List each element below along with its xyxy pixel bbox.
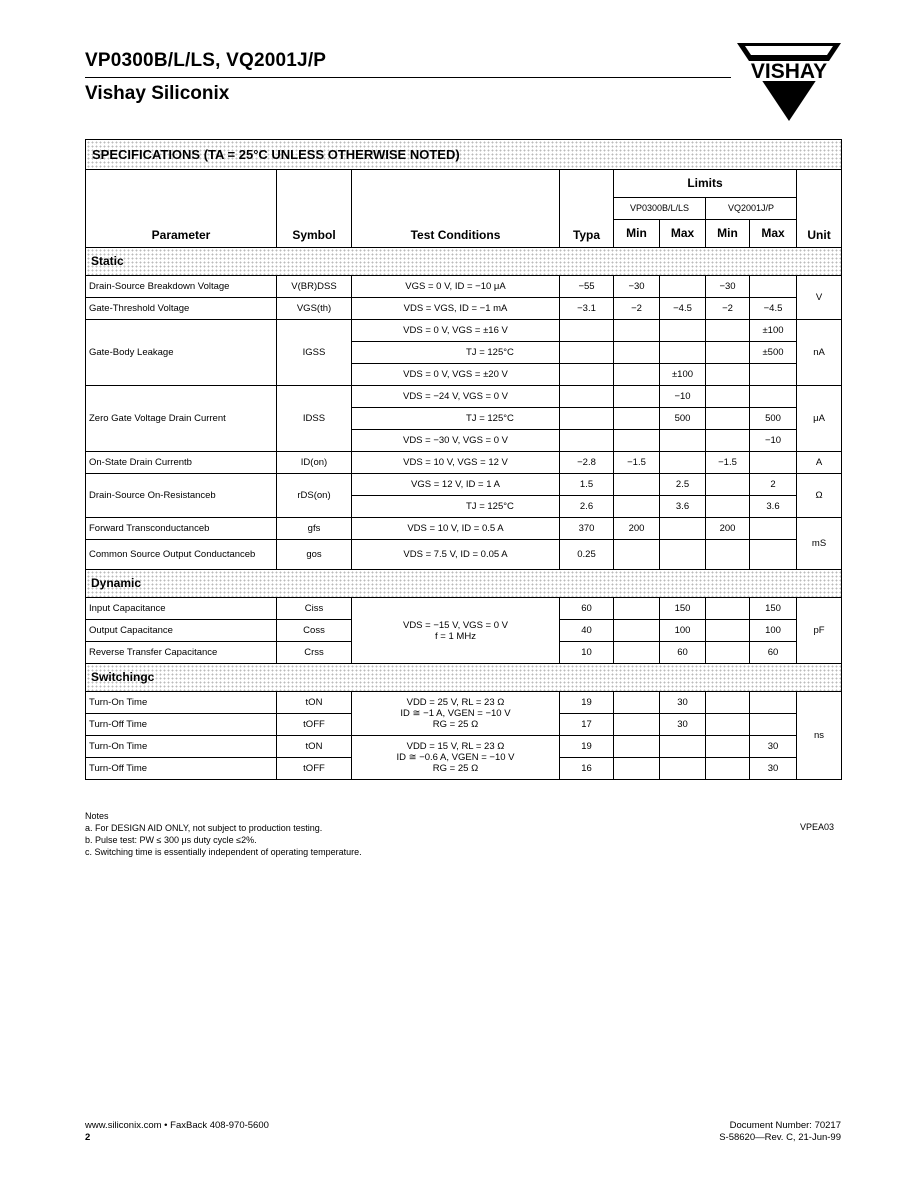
section-dynamic: Dynamic	[86, 570, 842, 598]
specifications-table	[85, 139, 841, 805]
document-number: Document Number: 70217	[729, 1120, 841, 1131]
col-max-1: Max	[660, 220, 706, 248]
table-row: Drain-Source Breakdown Voltage V(BR)DSS VGS = 0 V, ID = −10 μA −55 −30 −30 V	[86, 276, 842, 298]
table-row: Output Capacitance Coss 40 100 100	[86, 620, 842, 642]
footer-right	[719, 1120, 841, 1144]
table-row: Turn-On Time tON VDD = 25 V, RL = 23 Ω ID ≅ −1 A, VGEN = −10 V RG = 25 Ω 19 30 ns	[86, 692, 842, 714]
note-a: a. For DESIGN AID ONLY, not subject to production testing.	[85, 823, 323, 833]
table-row: Turn-On Time tON VDD = 15 V, RL = 23 Ω ID ≅ −0.6 A, VGEN = −10 V RG = 25 Ω 19 30	[86, 736, 842, 758]
figure-code: VPEA03	[800, 822, 835, 832]
col-min-1: Min	[614, 220, 660, 248]
col-max-2: Max	[750, 220, 797, 248]
page-title: VP0300B/L/LS, VQ2001J/P	[85, 50, 327, 71]
section-static: Static	[86, 248, 842, 276]
col-typ: Typa	[560, 170, 614, 248]
table-row: VDS = −30 V, VGS = 0 V −10	[86, 430, 842, 452]
table-row: Reverse Transfer Capacitance Crss 10 60 60	[86, 642, 842, 664]
table-row: On-State Drain Currentb ID(on) VDS = 10 V, VGS = 12 V −2.8 −1.5 −1.5 A	[86, 452, 842, 474]
col-parameter: Parameter	[86, 170, 277, 248]
section-switching: Switchingc	[86, 664, 842, 692]
group-vq2001: VQ2001J/P	[706, 198, 797, 220]
col-limits: Limits	[614, 170, 797, 198]
footer-url[interactable]: www.siliconix.com • FaxBack 408-970-5600	[85, 1120, 269, 1131]
table-row: VDS = 0 V, VGS = ±20 V ±100	[86, 364, 842, 386]
table-row: Drain-Source On-Resistanceb rDS(on) VGS = 12 V, ID = 1 A 1.5 2.5 2 Ω	[86, 474, 842, 496]
table-row: TJ = 125°C ±500	[86, 342, 842, 364]
dynamic-conditions: VDS = −15 V, VGS = 0 V f = 1 MHz	[352, 598, 560, 664]
table-row: Zero Gate Voltage Drain Current IDSS VDS = −24 V, VGS = 0 V −10 μA	[86, 386, 842, 408]
svg-text:VISHAY: VISHAY	[750, 60, 828, 83]
col-min-2: Min	[706, 220, 750, 248]
table-row: Input Capacitance Ciss VDS = −15 V, VGS = 0 V f = 1 MHz 60 150 150 pF	[86, 598, 842, 620]
col-test-conditions: Test Conditions	[352, 170, 560, 248]
footer-left	[85, 1120, 269, 1144]
page-number: 2	[85, 1132, 91, 1143]
table-row: Common Source Output Conductanceb gos VDS = 7.5 V, ID = 0.05 A 0.25	[86, 540, 842, 570]
switching-conditions-1: VDD = 25 V, RL = 23 Ω ID ≅ −1 A, VGEN = −10 V RG = 25 Ω	[352, 692, 560, 736]
page-subtitle: Vishay Siliconix	[85, 83, 230, 104]
table-row: Gate-Body Leakage IGSS VDS = 0 V, VGS = ±16 V ±100 nA	[86, 320, 842, 342]
unit-v: V	[797, 276, 842, 320]
unit-ms: mS	[797, 518, 842, 570]
revision: S-58620—Rev. C, 21-Jun-99	[719, 1132, 841, 1143]
note-b: b. Pulse test: PW ≤ 300 μs duty cycle ≤2%.	[85, 835, 257, 845]
note-c: c. Switching time is essentially independent of operating temperature.	[85, 847, 362, 857]
col-symbol: Symbol	[277, 170, 352, 248]
table-row: Gate-Threshold Voltage VGS(th) VDS = VGS, ID = −1 mA −3.1 −2 −4.5 −2 −4.5	[86, 298, 842, 320]
unit-ua: μA	[797, 386, 842, 452]
table-row: Forward Transconductanceb gfs VDS = 10 V, ID = 0.5 A 370 200 200 mS	[86, 518, 842, 540]
vishay-logo	[737, 43, 841, 121]
unit-ns: ns	[797, 692, 842, 780]
unit-ohm: Ω	[797, 474, 842, 518]
table-row: Turn-Off Time tOFF 16 30	[86, 758, 842, 780]
table-banner: SPECIFICATIONS (TA = 25°C UNLESS OTHERWISE NOTED)	[86, 140, 842, 170]
table-row: TJ = 125°C 500 500	[86, 408, 842, 430]
header-rule	[85, 77, 731, 78]
unit-na: nA	[797, 320, 842, 386]
group-vp0300: VP0300B/L/LS	[614, 198, 706, 220]
col-unit: Unit	[797, 170, 842, 248]
notes: Notes a. For DESIGN AID ONLY, not subject to production testing. b. Pulse test: PW ≤ 300 μs duty cycle ≤2%. c. Switching time is essentially independent of operating temperature.	[85, 811, 362, 857]
unit-pf: pF	[797, 598, 842, 664]
switching-conditions-2: VDD = 15 V, RL = 23 Ω ID ≅ −0.6 A, VGEN = −10 V RG = 25 Ω	[352, 736, 560, 780]
table-row: Turn-Off Time tOFF 17 30	[86, 714, 842, 736]
table-row: TJ = 125°C 2.6 3.6 3.6	[86, 496, 842, 518]
